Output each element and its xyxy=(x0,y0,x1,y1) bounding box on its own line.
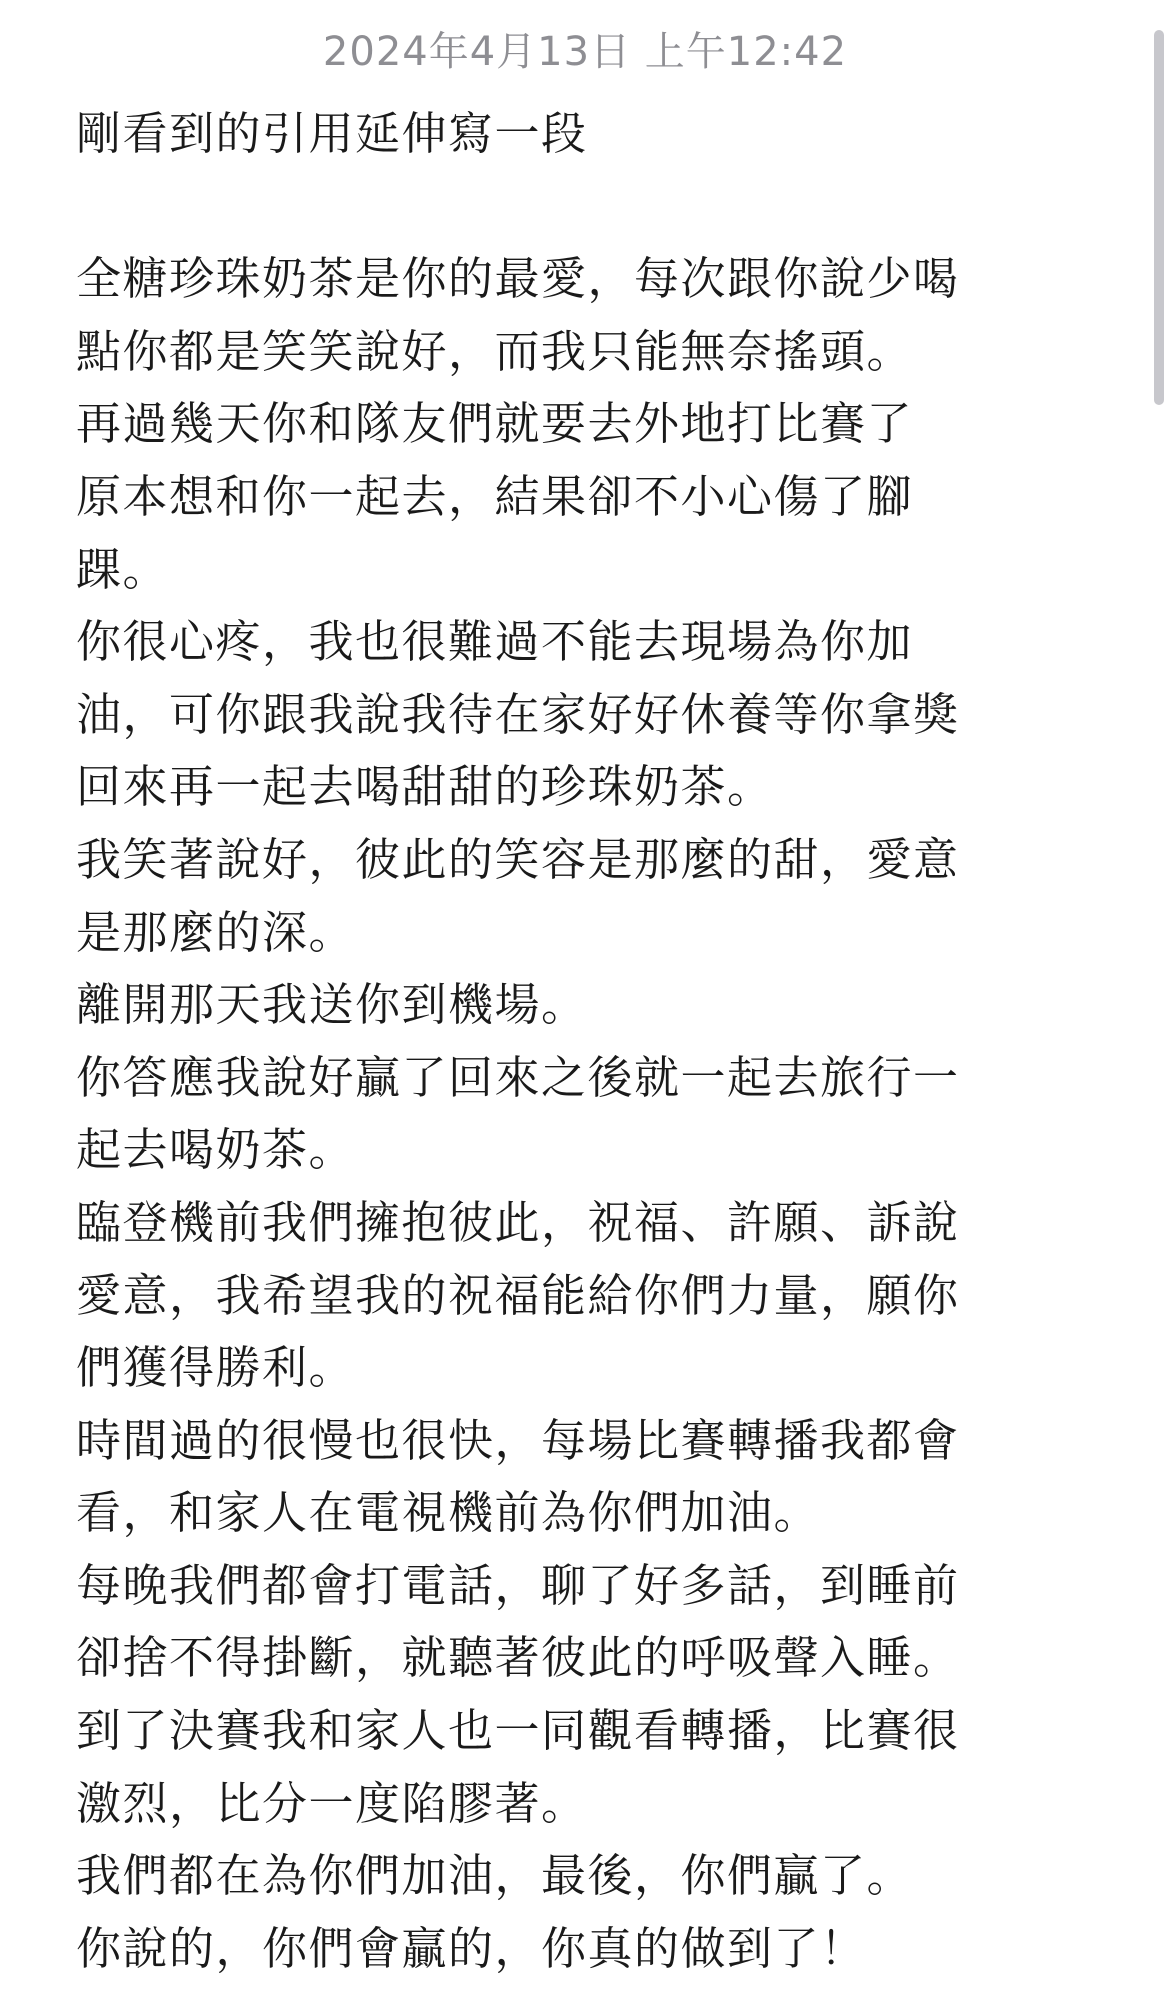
note-line: 起去喝奶茶。 xyxy=(76,1123,356,1177)
note-timestamp: 2024年4月13日 上午12:42 xyxy=(322,29,848,75)
note-line: 離開那天我送你到機場。 xyxy=(76,978,588,1032)
note-line: 我笑著說好，彼此的笑容是那麼的甜，愛意 xyxy=(76,832,960,886)
note-line: 卻捨不得掛斷，就聽著彼此的呼吸聲入睡。 xyxy=(76,1631,960,1685)
note-line: 愛意，我希望我的祝福能給你們力量，願你 xyxy=(76,1268,960,1322)
note-line: 原本想和你一起去，結果卻不小心傷了腳 xyxy=(76,469,914,523)
note-line: 到了決賽我和家人也一同觀看轉播，比賽很 xyxy=(76,1704,960,1758)
note-line: 是那麼的深。 xyxy=(76,905,356,959)
note-line: 踝。 xyxy=(76,542,170,596)
note-line: 全糖珍珠奶茶是你的最愛，每次跟你說少喝 xyxy=(76,252,960,306)
note-line xyxy=(76,171,1086,244)
note-line: 時間過的很慢也很快，每場比賽轉播我都會 xyxy=(76,1413,960,1467)
note-line: 剛看到的引用延伸寫一段 xyxy=(76,107,588,160)
note-line: 每晚我們都會打電話，聊了好多話，到睡前 xyxy=(76,1558,960,1612)
note-body[interactable] xyxy=(76,98,1086,1985)
note-line: 你很心疼，我也很難過不能去現場為你加 xyxy=(76,615,914,669)
note-line: 激烈，比分一度陷膠著。 xyxy=(76,1776,588,1830)
note-line: 點你都是笑笑說好，而我只能無奈搖頭。 xyxy=(76,324,914,378)
note-line: 再過幾天你和隊友們就要去外地打比賽了 xyxy=(76,397,914,451)
note-line: 油，可你跟我說我待在家好好休養等你拿獎 xyxy=(76,687,960,741)
note-line: 們獲得勝利。 xyxy=(76,1341,356,1395)
note-line: 我們都在為你們加油，最後，你們贏了。 xyxy=(76,1849,914,1903)
note-line: 你答應我說好贏了回來之後就一起去旅行一 xyxy=(76,1050,960,1104)
scrollbar[interactable] xyxy=(1154,30,1164,405)
note-line: 你說的，你們會贏的，你真的做到了！ xyxy=(76,1921,867,1975)
note-line: 回來再一起去喝甜甜的珍珠奶茶。 xyxy=(76,760,774,814)
note-line: 看，和家人在電視機前為你們加油。 xyxy=(76,1486,821,1540)
note-line: 臨登機前我們擁抱彼此，祝福、許願、訴說 xyxy=(76,1195,960,1249)
